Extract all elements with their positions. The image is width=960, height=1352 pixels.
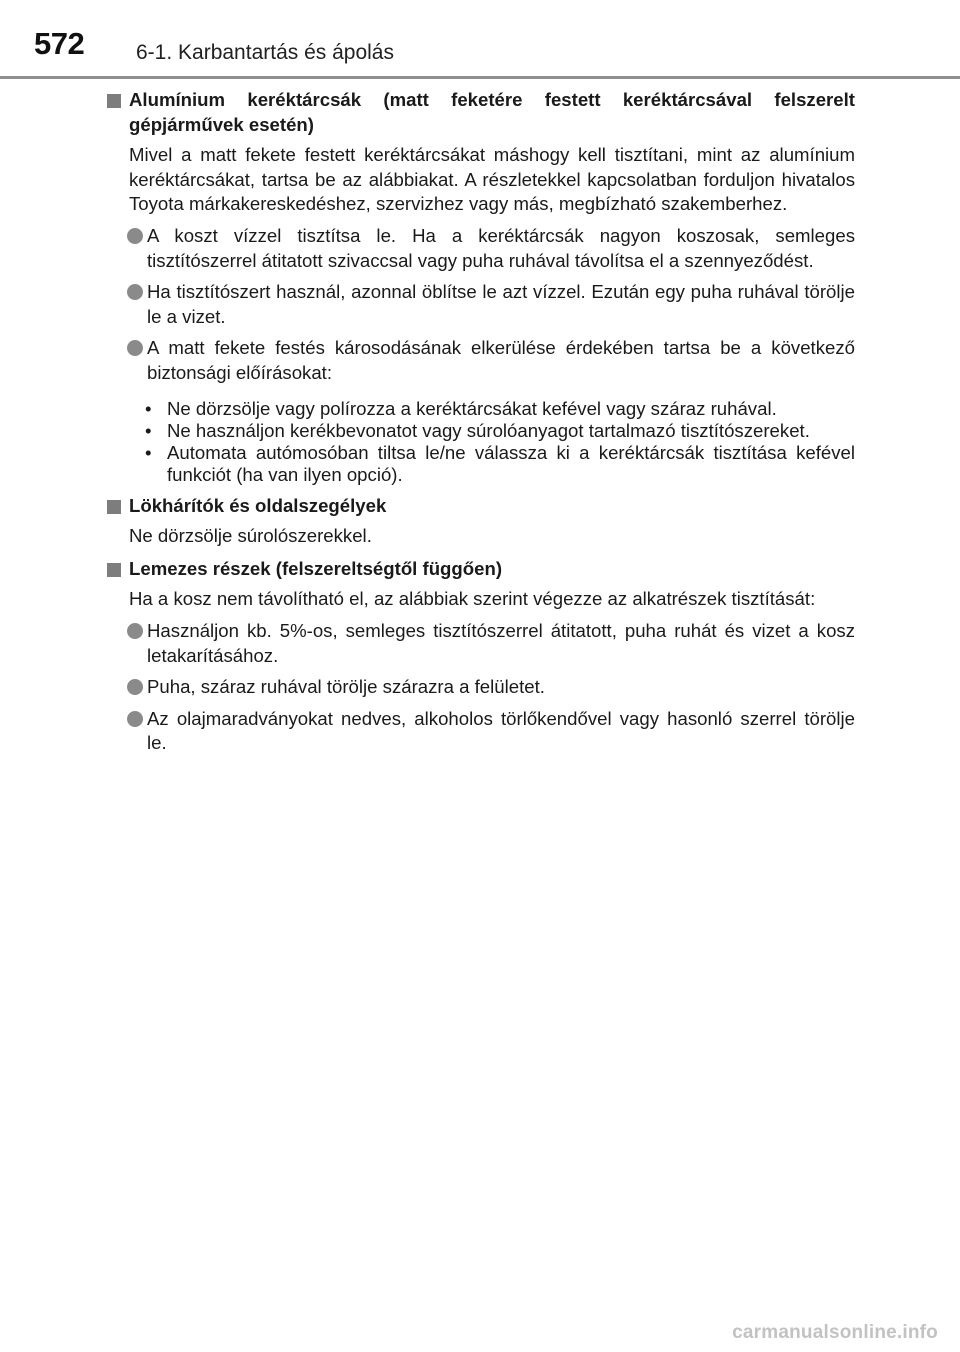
sub-list-item: [107, 420, 855, 442]
sub-list-item-text: Automata autómosóban tiltsa le/ne válassza ki a keréktárcsák tisztítása kefével funkciót (ha van ilyen opció).: [167, 441, 855, 485]
header-divider: [0, 76, 960, 79]
page-content: [107, 86, 855, 756]
square-bullet-icon: [107, 500, 121, 514]
list-item: [107, 619, 855, 668]
list-item-text: A koszt vízzel tisztítsa le. Ha a keréktárcsák nagyon koszosak, semleges tisztítószerrel átitatott szivaccsal vagy puha ruhával távolítsa el a szennyeződést.: [147, 224, 855, 271]
list-item: [107, 675, 855, 700]
dot-bullet-icon: •: [145, 397, 152, 419]
list-item-text: Puha, száraz ruhával törölje szárazra a felületet.: [147, 676, 545, 698]
section-heading-bumpers: [107, 494, 855, 519]
circle-bullet-icon: [127, 284, 143, 300]
circle-bullet-icon: [127, 679, 143, 695]
sub-list-item: [107, 398, 855, 420]
section-text-bumpers: Ne dörzsölje súrolószerekkel.: [129, 525, 372, 547]
watermark: carmanualsonline.info: [732, 1322, 938, 1343]
section-heading-text: Lemezes részek (felszereltségtől függően): [129, 557, 503, 579]
circle-bullet-icon: [127, 623, 143, 639]
square-bullet-icon: [107, 94, 121, 108]
list-item-text: Ha tisztítószert használ, azonnal öblítse le azt vízzel. Ezután egy puha ruhával törölje le a vizet.: [147, 281, 855, 327]
list-item: [107, 224, 855, 273]
section-heading-text: Alumínium keréktárcsák (matt feketére festett keréktárcsával felszerelt gépjárművek esetén): [129, 89, 855, 135]
page-header: [0, 0, 960, 80]
list-item-text: Az olajmaradványokat nedves, alkoholos törlőkendővel vagy hasonló szerrel törölje le.: [147, 707, 855, 754]
circle-bullet-icon: [127, 340, 143, 356]
circle-bullet-icon: [127, 228, 143, 244]
square-bullet-icon: [107, 563, 121, 577]
sub-list-item-text: Ne használjon kerékbevonatot vagy súrolóanyagot tartalmazó tisztítószereket.: [167, 419, 810, 441]
section-intro-aluminum: Mivel a matt fekete festett keréktárcsákat máshogy kell tisztítani, mint az alumínium keréktárcsákat, tartsa be az alábbiakat. A részletekkel kapcsolatban forduljon hivatalos Toyota márkakereskedéshez, szervizhez vagy más, megbízható szakemberhez.: [129, 144, 855, 215]
page-number: 572: [34, 26, 85, 61]
chapter-title: 6-1. Karbantartás és ápolás: [136, 41, 394, 64]
sub-list: [107, 398, 855, 486]
list-item: [107, 280, 855, 329]
list-item-text: Használjon kb. 5%-os, semleges tisztítószerrel átitatott, puha ruhát és vizet a kosz letakarításához.: [147, 619, 855, 666]
section-intro-plated: Ha a kosz nem távolítható el, az alábbiak szerint végezze az alkatrészek tisztítását:: [129, 588, 816, 610]
section-heading-aluminum: [107, 88, 855, 137]
section-heading-text: Lökhárítók és oldalszegélyek: [129, 494, 387, 516]
dot-bullet-icon: •: [145, 441, 152, 463]
sub-list-item: [107, 442, 855, 486]
sub-list-item-text: Ne dörzsölje vagy polírozza a keréktárcsákat kefével vagy száraz ruhával.: [167, 397, 777, 419]
list-item-text: A matt fekete festés károsodásának elkerülése érdekében tartsa be a következő biztonsági előírásokat:: [147, 337, 855, 383]
section-heading-plated: [107, 557, 855, 582]
dot-bullet-icon: •: [145, 419, 152, 441]
list-item: [107, 336, 855, 385]
circle-bullet-icon: [127, 711, 143, 727]
list-item: [107, 707, 855, 756]
